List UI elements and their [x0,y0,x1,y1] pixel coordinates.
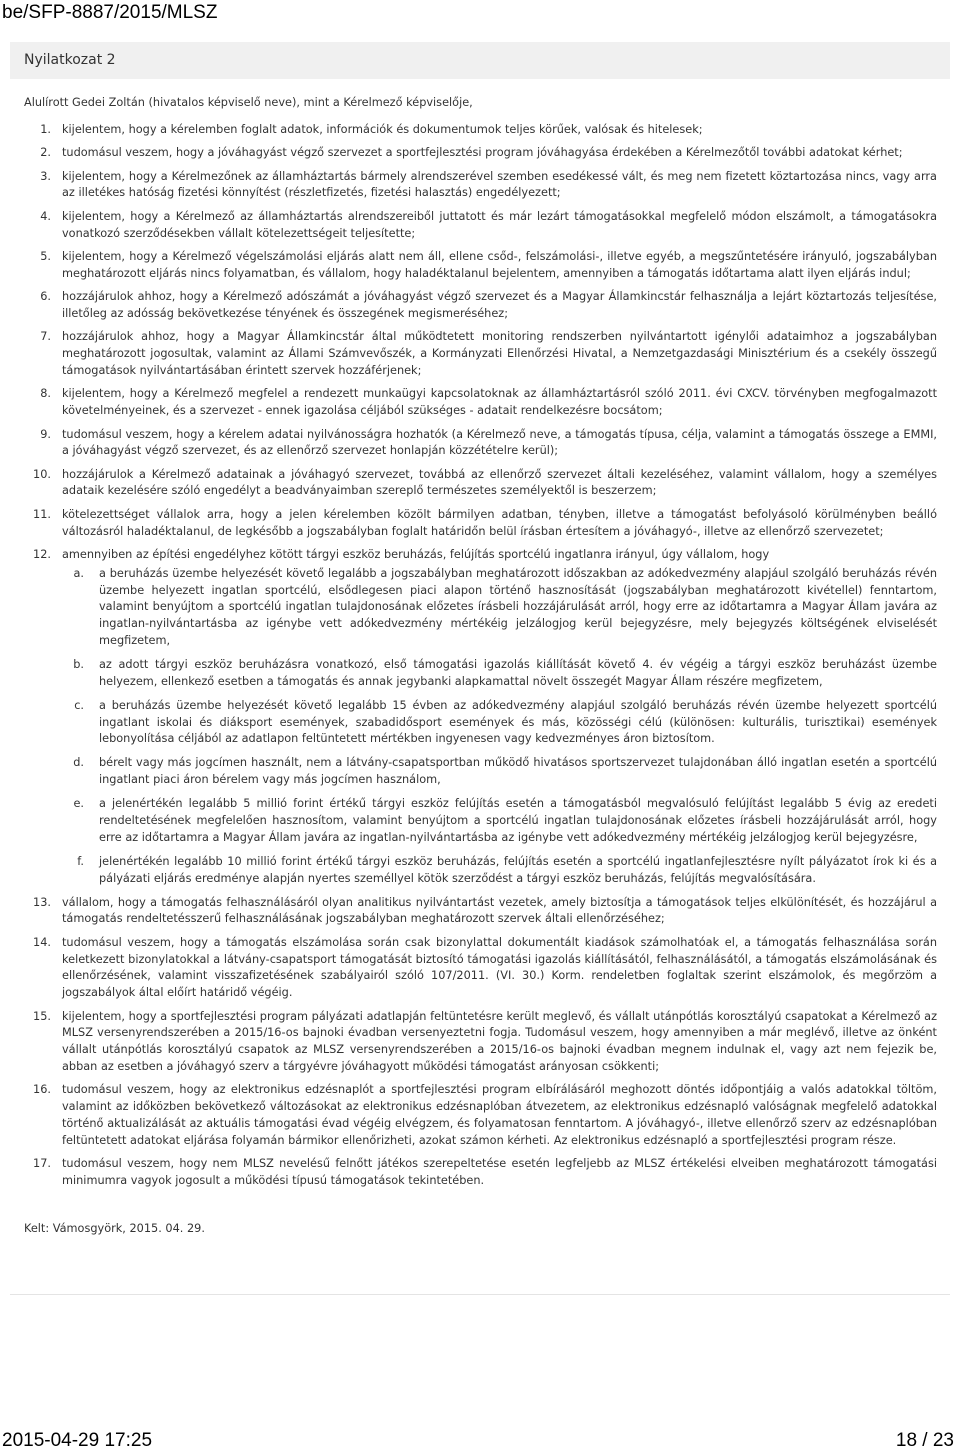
item-number: 2. [40,146,51,160]
list-item [24,1082,937,1149]
item-number: 17. [33,1157,51,1171]
item-text: tudomásul veszem, hogy nem MLSZ nevelésű felnőtt játékos szerepeltetése esetén legfeljebb az MLSZ értékelési elveiben meghatározott támogatási minimumra vagyok jogosult a működési típusú támogatások tekintetében. [62,1157,937,1187]
item-number: 3. [40,169,51,183]
item-number: 1. [40,122,51,136]
item-text: kötelezettséget vállalok arra, hogy a jelen kérelemben közölt bármilyen adatban, tényben, illetve a támogatást befolyásoló körülményben beálló változásról haladéktalanul, de legkésőbb a jogszabályban foglalt határidőn belül írásban értesítem a jóváhagyó-, illetve az ellenőrző szervezetet; [62,507,937,538]
list-item [24,547,937,887]
list-item [24,427,937,461]
section-title: Nyilatkozat 2 [10,42,950,79]
sub-item-text: az adott tárgyi eszköz beruházásra vonatkozó, első támogatási igazolás kiállítását követő 4. év végéig a tárgyi eszköz beruházást üzembe helyezem, ellenkező esetben a támogatás és annak jegybanki alapkamattal növelt összegét Magyar Állam részére megfizetem, [99,658,937,688]
item-number: 7. [40,330,51,344]
list-item [24,1009,937,1076]
item-number: 9. [40,427,51,441]
list-item [24,467,937,501]
sub-item-text: jelenértékén legalább 10 millió forint értékű tárgyi eszköz beruházás, felújítás esetén a sportcélú ingatlanfejlesztésre nyílt pályázatot írok ki és a pályázati eljárás eredménye alapján nyertes személlyel kötök szerződést a tárgyi eszköz beruházás, felújítás megvalósítására. [99,854,937,885]
sub-item-text: a jelenértékén legalább 5 millió forint értékű tárgyi eszköz felújítás esetén a támogatásból megvalósuló felújítást legalább 5 évig az eredeti rendeltetésének megfelelően hasznosítom, valamint benyújtom a sportcélú ingatlan tulajdonosának előzetes írásbeli hozzájárulását arról, hogy erre az időtartamra a Magyar Állam javára az ingatlan-nyilvántartásba az igénybe vett adókedvezmény mértékéig jelzálogjog kerül bejegyzésre, [99,797,937,844]
item-number: 12. [33,548,51,562]
sub-list-item [62,657,937,691]
item-text: amennyiben az építési engedélyhez kötött tárgyi eszköz beruházás, felújítás sportcélú ingatlanra irányul, úgy vállalom, hogy [62,548,770,562]
list-item [24,329,937,379]
sub-list-item [62,566,937,650]
item-text: kijelentem, hogy a Kérelmező megfelel a rendezett munkaügyi kapcsolatoknak az államháztartásról szóló 2011. évi CXCV. törvényben megfogalmazott követelményeinek, és a szervezet - ennek igazolása céljából szükséges - adatait rendelkezésre bocsátom; [62,387,937,418]
item-text: hozzájárulok ahhoz, hogy a Magyar Államkincstár által működtetett monitoring rendszerben nyilvántartott igénylői adataimhoz a jogszabályban meghatározott jogosultak, valamint az Állami Számvevőszék, a Kormányzati Ellenőrzési Hivatal, a Nemzetgazdasági Minisztérium és a csekély összegű támogatások nyilvántartásában érintett szervek hozzáférjenek; [62,330,937,377]
declaration-list [24,122,937,1190]
page-number: 18 / 23 [895,1430,954,1451]
item-text: hozzájárulok a Kérelmező adatainak a jóváhagyó szervezet, továbbá az ellenőrző szervezet általi kezeléséhez, valamint vállalom, hogy a személyes adataik kezelésére szóló engedélyt a beadványaimban szereplő természetes személyektől is beszerzem; [62,467,937,498]
sub-item-text: bérelt vagy más jogcímen használt, nem a látvány-csapatsportban működő hivatásos sportszervezet tulajdonában álló ingatlan esetén a sportcélú ingatlant piaci áron bérelem vagy más jogcímen használom, [99,756,937,787]
list-item [24,209,937,243]
item-text: tudomásul veszem, hogy a kérelem adatai nyilvánosságra hozhatók (a Kérelmező neve, a támogatás típusa, célja, valamint a támogatás összege a EMMI, a jóváhagyást végző szervezet, és az ellenőrző szervezet honlapján közzétételre kerül); [62,427,937,458]
item-text: kijelentem, hogy a Kérelmező az államháztartás alrendszereiből juttatott és már lezárt támogatásokkal megfelelő módon elszámolt, a támogatásokra vonatkozó szerződésekben vállalt kötelezettségeit teljesítette; [62,209,937,240]
item-number: 6. [40,290,51,304]
sub-item-letter: c. [74,698,84,712]
page-footer [2,1430,954,1452]
sub-item-text: a beruházás üzembe helyezését követő legalább 15 évben az adókedvezmény alapjául szolgáló beruházás révén üzembe helyezett sportcélú ingatlant iskolai és diáksport események, szabadidősport események és más, közösségi célú (különösen: kulturális, turisztikai) események lebonyolítása céljából az adatlapon feltüntetett mértékben ingyenesen vagy kedvezményes áron biztosítom. [99,698,937,746]
item-text: vállalom, hogy a támogatás felhasználásáról olyan analitikus nyilvántartást vezetek, amely biztosítja a támogatások teljes elkülönítését, és hozzájárul a támogatás rendeltetésszerű felhasználásának jogszabályban meghatározott szervek általi ellenőrzéséhez; [62,895,937,926]
divider [10,1294,950,1295]
item-text: kijelentem, hogy a Kérelmezőnek az államháztartás bármely alrendszerével szemben esedékessé vált, és meg nem fizetett köztartozása nincs, vagy arra az illetékes hatóság fizetési könnyítést (részletfizetés, fizetési halasztás) engedélyezett; [62,169,937,200]
sub-list-item [62,755,937,789]
declaration-body [24,95,937,1237]
item-text: hozzájárulok ahhoz, hogy a Kérelmező adószámát a jóváhagyást végző szervezet és a Magyar Államkincstár felhasználja a lejárt köztartozás teljesítése, illetőleg az adósság bekövetkezése tényének és összegének megismeréséhez; [62,290,937,320]
item-text: kijelentem, hogy a kérelemben foglalt adatok, információk és dokumentumok teljes körűek, valósak és hitelesek; [62,122,703,136]
intro-text: Alulírott Gedei Zoltán (hivatalos képviselő neve), mint a Kérelmező képviselője, [24,96,473,109]
list-item [24,122,937,139]
sub-item-letter: f. [77,854,84,868]
item-number: 13. [33,895,51,909]
list-item [24,249,937,283]
list-item [24,895,937,929]
list-item [24,169,937,203]
item-number: 16. [33,1083,51,1097]
list-item [24,386,937,420]
item-number: 11. [33,507,51,521]
list-item [24,145,937,162]
item-number: 15. [33,1009,51,1023]
list-item [24,507,937,541]
item-number: 10. [33,467,51,481]
item-number: 14. [33,935,51,949]
item-number: 4. [40,209,51,223]
footer-datetime: 2015-04-29 17:25 [2,1430,153,1451]
sub-list [62,566,937,887]
sub-item-text: a beruházás üzembe helyezését követő legalább a jogszabályban meghatározott időszakban az adókedvezmény alapjául szolgáló beruházás révén üzembe helyezett ingatlan sportcélú, elsődlegesen piaci alapon történő hasznosítását (jogszabályban meghatározott kivétellel) fenntartom, valamint benyújtom a sportcélú ingatlan tulajdonosának előzetes írásbeli hozzájárulását arról, hogy erre az időtartamra a Magyar Állam javára az ingatlan-nyilvántartásba az igénybe vett adókedvezmény mértékéig jelzálogjog kerül bejegyzésre, mely bejegyzés költségének elviselését megfizetem, [99,566,937,648]
sub-item-letter: e. [73,797,84,811]
item-text: tudomásul veszem, hogy az elektronikus edzésnaplót a sportfejlesztési program elbírálásáról meghozott döntés időpontjáig a valós adatokkal töltöm, valamint az időközben bekövetkező változásokat az elektronikus edzésnaplóban átvezetem, az elektronikus edzésnapló valóságnak megfelelő adatokkal történő aktualizálását az aktuális támogatási évad végéig elvégzem, és folyamatosan fenntartom. A jóváhagyó-, illetve ellenőrző szerv az edzésnaplóban feltüntetett adatokat eljárása folyamán bármikor ellenőrizheti, azokat számon kérheti. Az elektronikus edzésnapló a sportfejlesztési program része. [62,1083,937,1147]
document-id: be/SFP-8887/2015/MLSZ [2,2,218,23]
sub-item-letter: d. [73,756,84,770]
sub-list-item [62,698,937,748]
item-text: tudomásul veszem, hogy a támogatás elszámolása során csak bizonylattal dokumentált kiadások számolhatóak el, a támogatás felhasználása során keletkezett bizonylatokkal a látvány-csapatsport támogatását biztosító támogatási igazolás kiállításától, felhasználásától, a támogatás elszámolásának és ellenőrzésének, valamint visszafizetésének szabályairól szóló 107/2011. (VI. 30.) Korm. rendeletben foglaltak szerint elszámolok, és megőrzöm a jogszabályok által előírt határidő végéig. [62,935,937,1000]
sub-item-letter: b. [73,658,84,672]
item-number: 8. [40,387,51,401]
sub-list-item [62,854,937,888]
item-text: kijelentem, hogy a sportfejlesztési program pályázati adatlapján feltüntetésre került meglevő, és vállalt utánpótlás korosztályú csapatokat a Kérelmező az MLSZ versenyrendszerében a 2015/16-os bajnoki évadban versenyeztetni fogja. Tudomásul veszem, hogy amennyiben a már meglévő, illetve az önként vállalt utánpótlás korosztályú csapatok az MLSZ versenyrendszerében a 2015/16-os bajnoki évadban megnem indulnak el, vagy azt nem fejezik be, abban az esetben a jóváhagyó szerv a tárgyévre jóváhagyott működési támogatást arányosan csökkenti; [62,1009,937,1073]
item-text: kijelentem, hogy a Kérelmező végelszámolási eljárás alatt nem áll, ellene csőd-, felszámolási-, illetve egyéb, a megszűntetésére irányuló, jogszabályban meghatározott eljárás nincs folyamatban, és vállalom, hogy haladéktalanul bejelentem, amennyiben a támogatás időtartama alatt ilyen eljárás indul; [62,249,937,280]
item-text: tudomásul veszem, hogy a jóváhagyást végző szervezet a sportfejlesztési program jóváhagyása érdekében a Kérelmezőtől további adatokat kérhet; [62,146,903,160]
list-item [24,289,937,323]
signed-date: Kelt: Vámosgyörk, 2015. 04. 29. [24,1221,205,1235]
sub-list-item [62,796,937,846]
list-item [24,1156,937,1190]
list-item [24,935,937,1002]
item-number: 5. [40,249,51,263]
sub-item-letter: a. [73,566,84,580]
